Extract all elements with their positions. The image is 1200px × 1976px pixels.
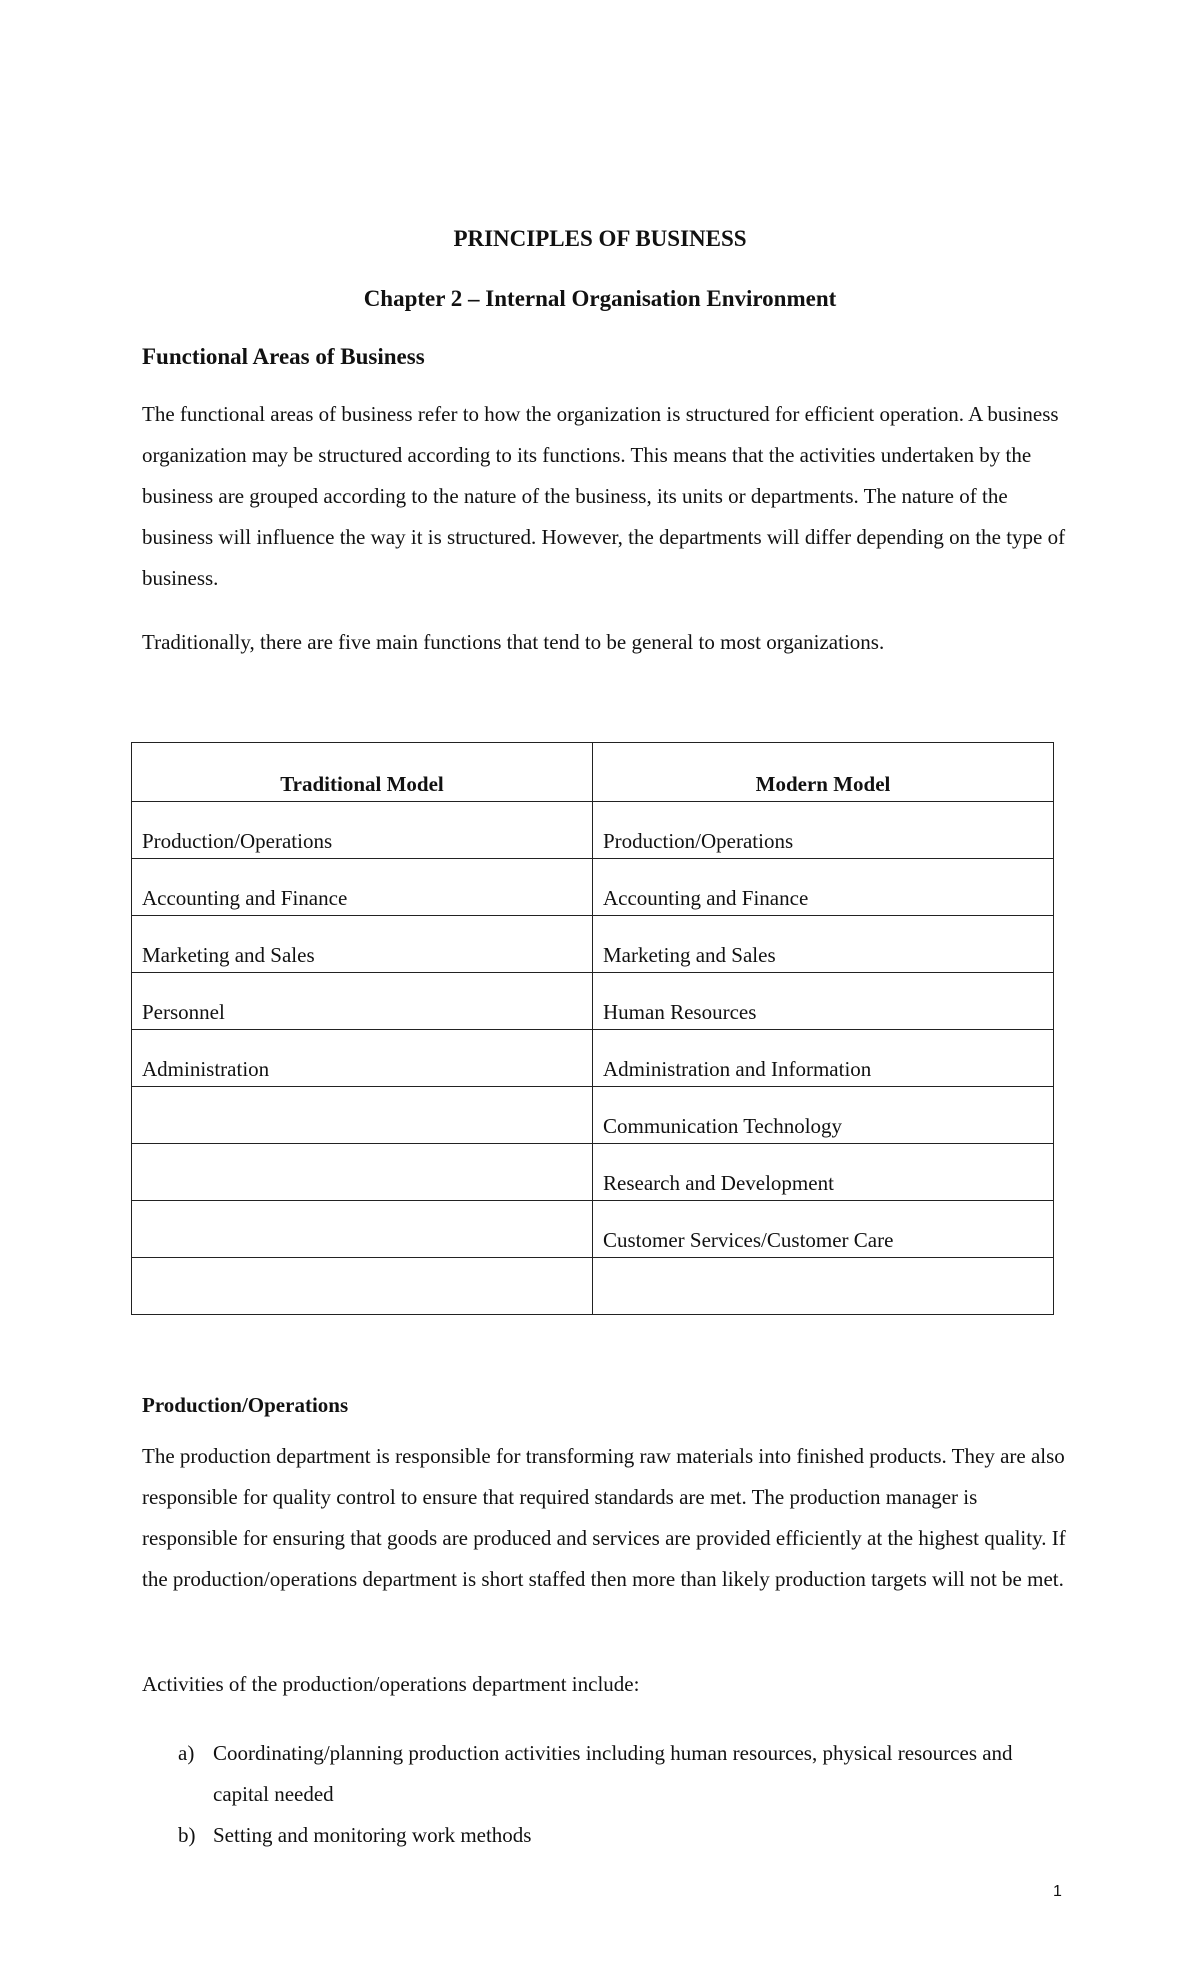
intro-paragraph: The functional areas of business refer to how the organization is structured for efficient operation. A business organization may be structured according to its functions. This means that the activities undertaken by the business are grouped according to the nature of the business, its units or departments. The nature of the business will influence the way it is structured. However, the departments will differ depending on the type of business. [142, 402, 1066, 590]
table-cell: Human Resources [593, 973, 1054, 1030]
table-cell: Accounting and Finance [132, 859, 593, 916]
table-cell: Administration and Information [593, 1030, 1054, 1087]
table-cell [132, 1201, 593, 1258]
page-number: 1 [1053, 1883, 1062, 1900]
list-marker: b) [178, 1823, 196, 1847]
table-row [132, 1201, 1054, 1258]
list-item-text: Coordinating/planning production activities including human resources, physical resources and capital needed [213, 1741, 1013, 1806]
table-cell [593, 1258, 1054, 1315]
table-row [132, 1087, 1054, 1144]
table-header-row [132, 743, 1054, 802]
list-item-text: Setting and monitoring work methods [213, 1823, 532, 1847]
table-row [132, 802, 1054, 859]
header-modern-model: Modern Model [593, 743, 1054, 802]
production-heading: Production/Operations [142, 1393, 349, 1417]
list-marker: a) [178, 1741, 195, 1765]
table-cell [132, 1144, 593, 1201]
table-cell [132, 1087, 593, 1144]
models-table [131, 742, 1054, 1315]
table-cell [132, 1258, 593, 1315]
table-cell: Marketing and Sales [593, 916, 1054, 973]
chapter-title: Chapter 2 – Internal Organisation Environment [363, 286, 837, 311]
table-cell: Marketing and Sales [132, 916, 593, 973]
table-cell: Communication Technology [593, 1087, 1054, 1144]
table-cell: Accounting and Finance [593, 859, 1054, 916]
table-row [132, 859, 1054, 916]
table-row [132, 1030, 1054, 1087]
table-row [132, 1258, 1054, 1315]
table-cell: Customer Services/Customer Care [593, 1201, 1054, 1258]
table-row [132, 916, 1054, 973]
activities-intro: Activities of the production/operations department include: [142, 1672, 640, 1696]
table-row [132, 973, 1054, 1030]
table-cell: Administration [132, 1030, 593, 1087]
header-traditional-model: Traditional Model [132, 743, 593, 802]
section-heading: Functional Areas of Business [142, 344, 425, 369]
traditionally-paragraph: Traditionally, there are five main functions that tend to be general to most organizations. [142, 630, 885, 654]
table-cell: Production/Operations [593, 802, 1054, 859]
table-cell: Research and Development [593, 1144, 1054, 1201]
table-cell: Production/Operations [132, 802, 593, 859]
document-title: PRINCIPLES OF BUSINESS [453, 226, 747, 251]
table-cell: Personnel [132, 973, 593, 1030]
production-paragraph: The production department is responsible for transforming raw materials into finished products. They are also responsible for quality control to ensure that required standards are met. The production manager is responsible for ensuring that goods are produced and services are provided efficiently at the highest quality. If the production/operations department is short staffed then more than likely production targets will not be met. [142, 1444, 1066, 1591]
table-row [132, 1144, 1054, 1201]
